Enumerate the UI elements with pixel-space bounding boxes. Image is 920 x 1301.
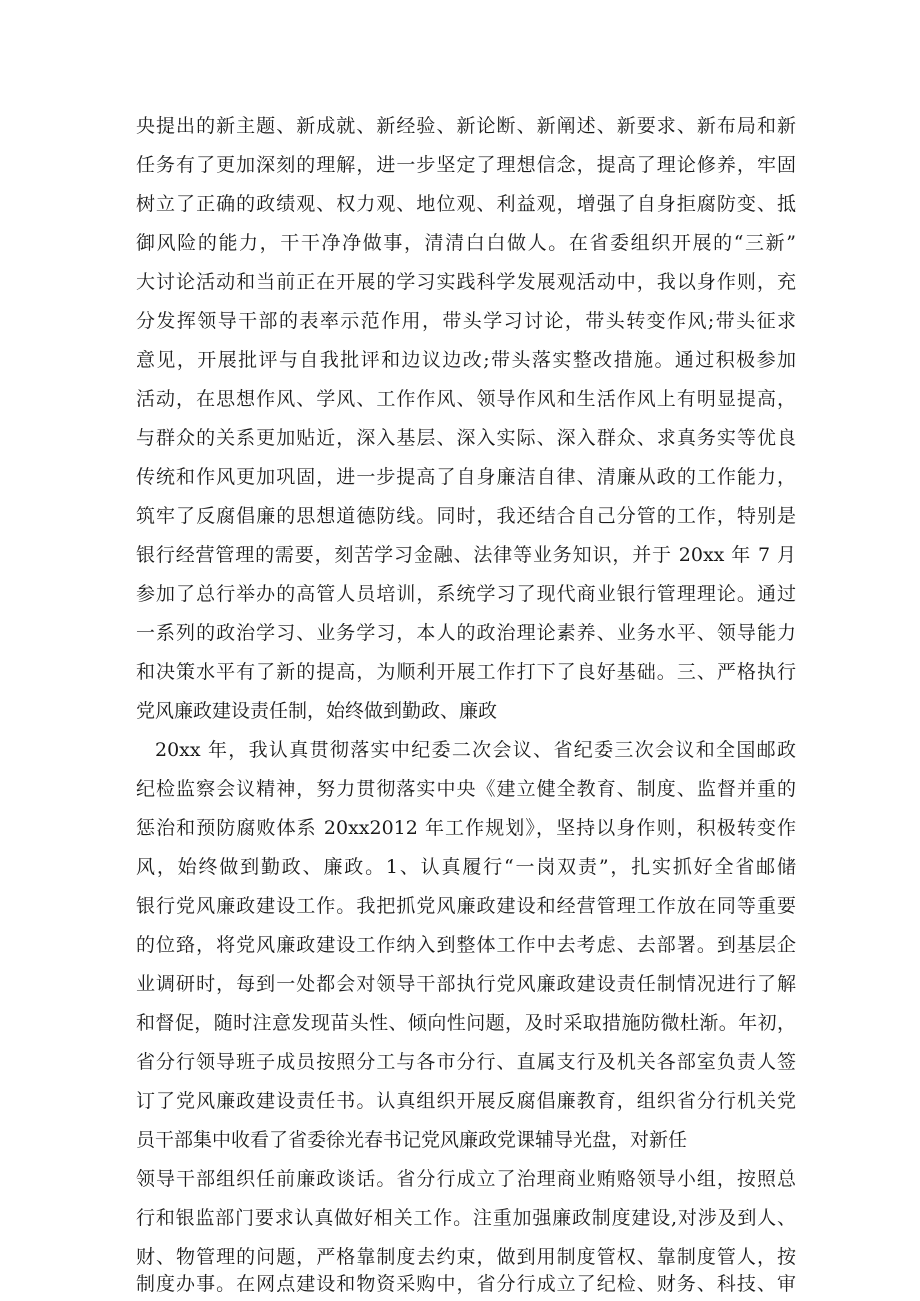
text-line: 一系列的政治学习、业务学习，本人的政治理论素养、业务水平、领导能力: [136, 622, 796, 644]
text-line: 惩治和预防腐败体系 20xx2012 年工作规划》，坚持以身作则，积极转变作: [136, 817, 796, 839]
paragraph-start-line: 20xx 年，我认真贯彻落实中纪委二次会议、省纪委三次会议和全国邮政: [155, 739, 796, 761]
text-line: 制度办事。在网点建设和物资采购中，省分行成立了纪检、财务、科技、审: [136, 1273, 796, 1295]
text-line: 领导干部组织任前廉政谈话。省分行成立了治理商业贿赂领导小组，按照总: [136, 1168, 796, 1190]
text-line: 纪检监察会议精神，努力贯彻落实中央《建立健全教育、制度、监督并重的: [136, 778, 796, 800]
text-line: 和决策水平有了新的提高，为顺利开展工作打下了良好基础。三、严格执行: [136, 661, 796, 683]
text-line: 业调研时，每到一处都会对领导干部执行党风廉政建设责任制情况进行了解: [136, 973, 796, 995]
text-line: 央提出的新主题、新成就、新经验、新论断、新阐述、新要求、新布局和新: [136, 115, 796, 137]
text-line: 任务有了更加深刻的理解，进一步坚定了理想信念，提高了理论修养，牢固: [136, 154, 796, 176]
text-line: 筑牢了反腐倡廉的思想道德防线。同时，我还结合自己分管的工作，特别是: [136, 505, 796, 527]
text-line: 风，始终做到勤政、廉政。1、认真履行“一岗双责”，扎实抓好全省邮储: [136, 856, 796, 878]
text-line: 银行经营管理的需要，刻苦学习金融、法律等业务知识，并于 20xx 年 7 月: [136, 544, 796, 566]
text-line: 订了党风廉政建设责任书。认真组织开展反腐倡廉教育，组织省分行机关党: [136, 1090, 796, 1112]
text-line: 的位臵，将党风廉政建设工作纳入到整体工作中去考虑、去部署。到基层企: [136, 934, 796, 956]
text-line: 活动，在思想作风、学风、工作作风、领导作风和生活作风上有明显提高，: [136, 388, 796, 410]
text-line: 传统和作风更加巩固，进一步提高了自身廉洁自律、清廉从政的工作能力，: [136, 466, 796, 488]
text-line: 银行党风廉政建设工作。我把抓党风廉政建设和经营管理工作放在同等重要: [136, 895, 796, 917]
text-line: 御风险的能力，干干净净做事，清清白白做人。在省委组织开展的“三新”: [136, 232, 796, 254]
text-line: 员干部集中收看了省委徐光春书记党风廉政党课辅导光盘，对新任: [136, 1129, 688, 1151]
text-line: 分发挥领导干部的表率示范作用，带头学习讨论，带头转变作风;带头征求: [136, 310, 796, 332]
text-line: 树立了正确的政绩观、权力观、地位观、利益观，增强了自身拒腐防变、抵: [136, 193, 796, 215]
text-line: 和督促，随时注意发现苗头性、倾向性问题，及时采取措施防微杜渐。年初，: [136, 1012, 796, 1034]
text-line: 财、物管理的问题，严格靠制度去约束，做到用制度管权、靠制度管人，按: [136, 1246, 796, 1268]
text-line: 省分行领导班子成员按照分工与各市分行、直属支行及机关各部室负责人签: [136, 1051, 796, 1073]
text-line: 党风廉政建设责任制，始终做到勤政、廉政: [136, 700, 498, 722]
text-line: 与群众的关系更加贴近，深入基层、深入实际、深入群众、求真务实等优良: [136, 427, 796, 449]
text-line: 行和银监部门要求认真做好相关工作。注重加强廉政制度建设,对涉及到人、: [136, 1207, 796, 1229]
text-line: 大讨论活动和当前正在开展的学习实践科学发展观活动中，我以身作则，充: [136, 271, 796, 293]
text-line: 意见，开展批评与自我批评和边议边改;带头落实整改措施。通过积极参加: [136, 349, 796, 371]
text-line: 参加了总行举办的高管人员培训，系统学习了现代商业银行管理理论。通过: [136, 583, 796, 605]
